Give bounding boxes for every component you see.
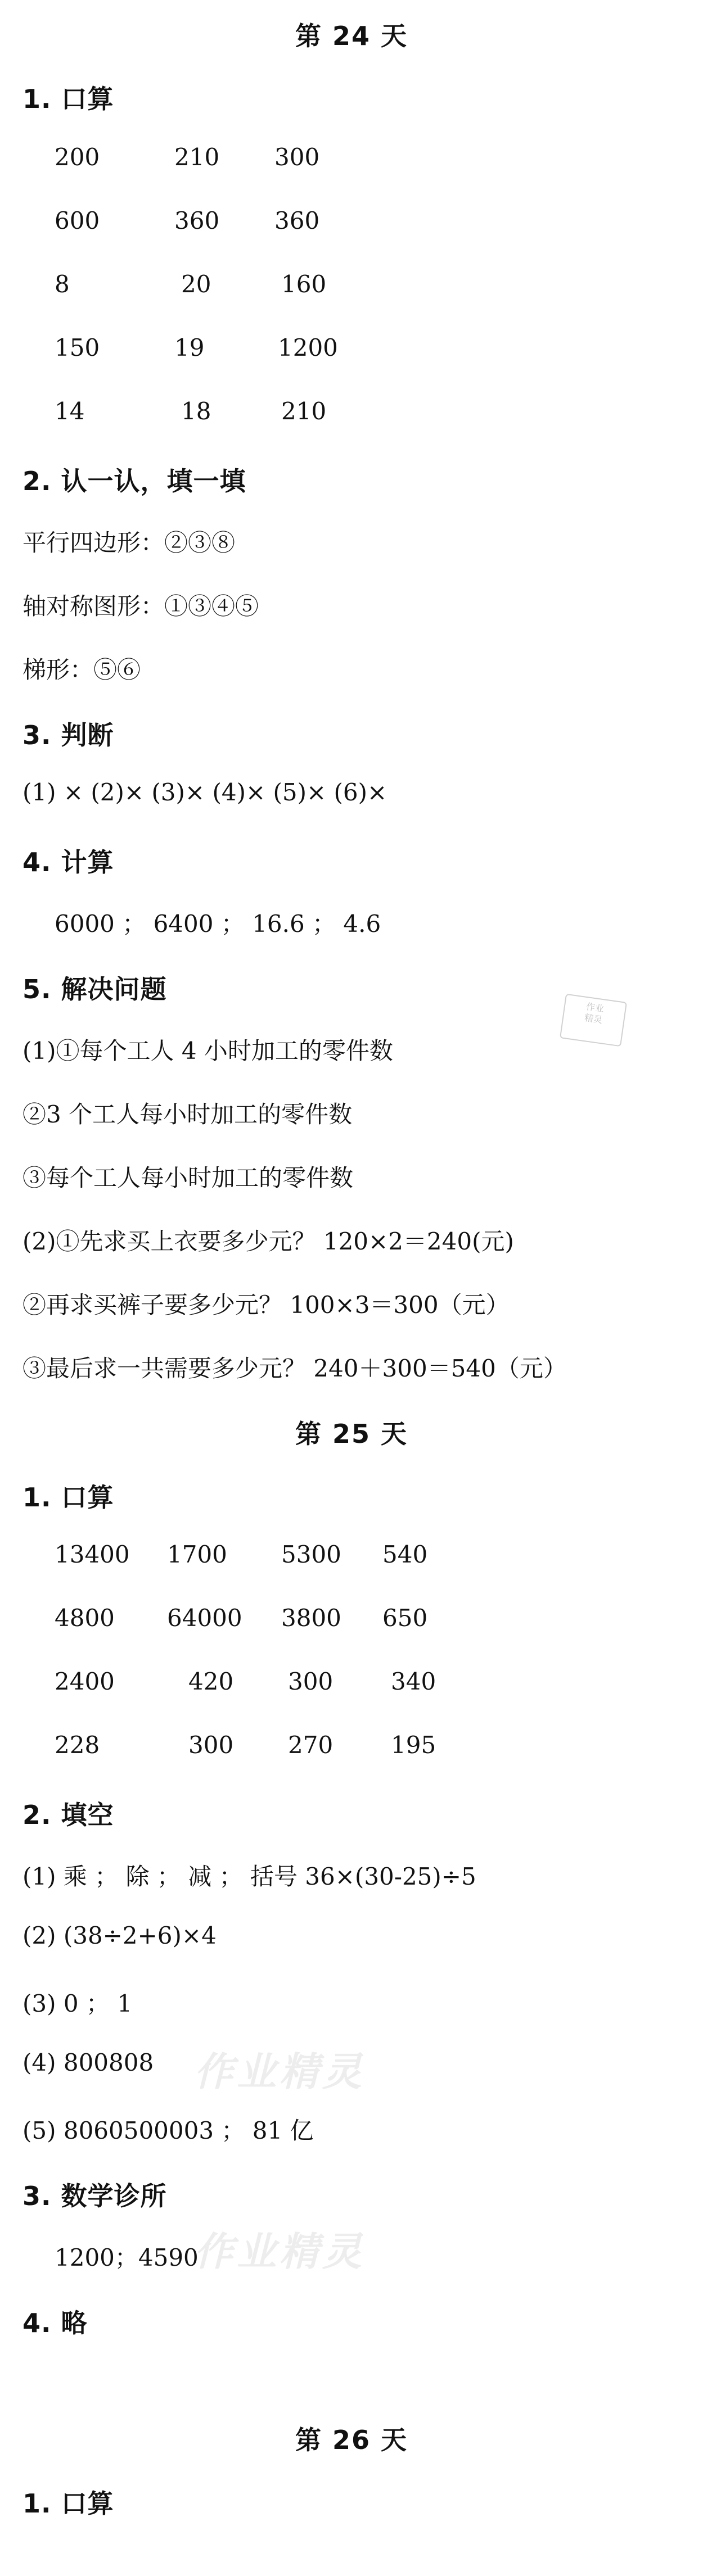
answer-line: (3) 0 ； 1 bbox=[22, 1990, 132, 2017]
grid-cell: 200 bbox=[55, 143, 100, 171]
grid-cell: 13400 bbox=[55, 1541, 130, 1568]
day24-title: 第 24 天 bbox=[295, 21, 408, 51]
grid-cell: 600 bbox=[55, 207, 100, 234]
day25-s3-heading: 3. 数学诊所 bbox=[22, 2181, 167, 2211]
answer-line: 6000 ； 6400 ； 16.6 ； 4.6 bbox=[55, 910, 381, 938]
day24-s5-heading: 5. 解决问题 bbox=[22, 974, 167, 1004]
grid-cell: 540 bbox=[382, 1541, 428, 1568]
grid-cell: 420 bbox=[188, 1668, 234, 1695]
grid-cell: 14 bbox=[55, 397, 85, 425]
answer-line: (2)①先求买上衣要多少元？ 120×2＝240(元) bbox=[22, 1228, 514, 1255]
grid-cell: 18 bbox=[181, 397, 211, 425]
day25-s4-heading: 4. 略 bbox=[22, 2308, 88, 2338]
grid-cell: 300 bbox=[188, 1731, 234, 1759]
day25-title: 第 25 天 bbox=[295, 1419, 408, 1449]
answer-line: ③最后求一共需要多少元？ 240＋300＝540（元） bbox=[22, 1355, 567, 1382]
grid-cell: 5300 bbox=[281, 1541, 341, 1568]
answer-line: (5) 8060500003 ； 81 亿 bbox=[22, 2117, 314, 2144]
grid-cell: 300 bbox=[288, 1668, 334, 1695]
day25-s2-heading: 2. 填空 bbox=[22, 1800, 114, 1830]
grid-cell: 1200 bbox=[278, 334, 338, 361]
grid-cell: 1700 bbox=[167, 1541, 227, 1568]
watermark-text: 作业精灵 bbox=[194, 2049, 365, 2095]
answer-line: (1) 乘 ； 除 ； 减 ； 括号 36×(30-25)÷5 bbox=[22, 1863, 476, 1890]
grid-cell: 150 bbox=[55, 334, 100, 361]
answer-line: (4) 800808 bbox=[22, 2049, 154, 2076]
answer-line: (1)①每个工人 4 小时加工的零件数 bbox=[22, 1037, 393, 1065]
day26-s1-heading: 1. 口算 bbox=[22, 2488, 114, 2519]
grid-cell: 270 bbox=[288, 1731, 334, 1759]
answer-line: 梯形：⑤⑥ bbox=[22, 656, 141, 683]
grid-cell: 3800 bbox=[281, 1604, 341, 1632]
watermark-stamp bbox=[560, 994, 627, 1047]
grid-cell: 360 bbox=[274, 207, 320, 234]
watermark-text: 作业精灵 bbox=[194, 2229, 365, 2275]
grid-cell: 300 bbox=[274, 143, 320, 171]
grid-cell: 19 bbox=[174, 334, 205, 361]
answer-line: ②3 个工人每小时加工的零件数 bbox=[22, 1101, 353, 1128]
answer-line: 平行四边形：②③⑧ bbox=[22, 529, 236, 556]
grid-cell: 195 bbox=[391, 1731, 436, 1759]
day25-s1-heading: 1. 口算 bbox=[22, 1482, 114, 1513]
grid-cell: 4800 bbox=[55, 1604, 115, 1632]
day24-s2-heading: 2. 认一认，填一填 bbox=[22, 466, 246, 496]
grid-cell: 64000 bbox=[167, 1604, 242, 1632]
grid-cell: 650 bbox=[382, 1604, 428, 1632]
day24-s3-heading: 3. 判断 bbox=[22, 720, 114, 750]
answer-line: (1) × (2)× (3)× (4)× (5)× (6)× bbox=[22, 778, 387, 806]
grid-cell: 340 bbox=[391, 1668, 436, 1695]
stamp-text: 作业 精灵 bbox=[584, 1001, 605, 1026]
answer-line: 轴对称图形：①③④⑤ bbox=[22, 592, 259, 620]
day26-title: 第 26 天 bbox=[295, 2425, 408, 2455]
answer-line: 1200；4590 bbox=[55, 2244, 199, 2271]
grid-cell: 360 bbox=[174, 207, 220, 234]
grid-cell: 20 bbox=[181, 270, 211, 298]
grid-cell: 8 bbox=[55, 270, 70, 298]
grid-cell: 228 bbox=[55, 1731, 100, 1759]
grid-cell: 210 bbox=[281, 397, 327, 425]
day24-s4-heading: 4. 计算 bbox=[22, 847, 114, 877]
grid-cell: 210 bbox=[174, 143, 220, 171]
day24-s1-heading: 1. 口算 bbox=[22, 84, 114, 114]
grid-cell: 2400 bbox=[55, 1668, 115, 1695]
answer-line: ③每个工人每小时加工的零件数 bbox=[22, 1164, 354, 1192]
answer-line: (2) (38÷2+6)×4 bbox=[22, 1922, 217, 1949]
answer-line: ②再求买裤子要多少元？ 100×3＝300（元） bbox=[22, 1291, 510, 1319]
grid-cell: 160 bbox=[281, 270, 327, 298]
